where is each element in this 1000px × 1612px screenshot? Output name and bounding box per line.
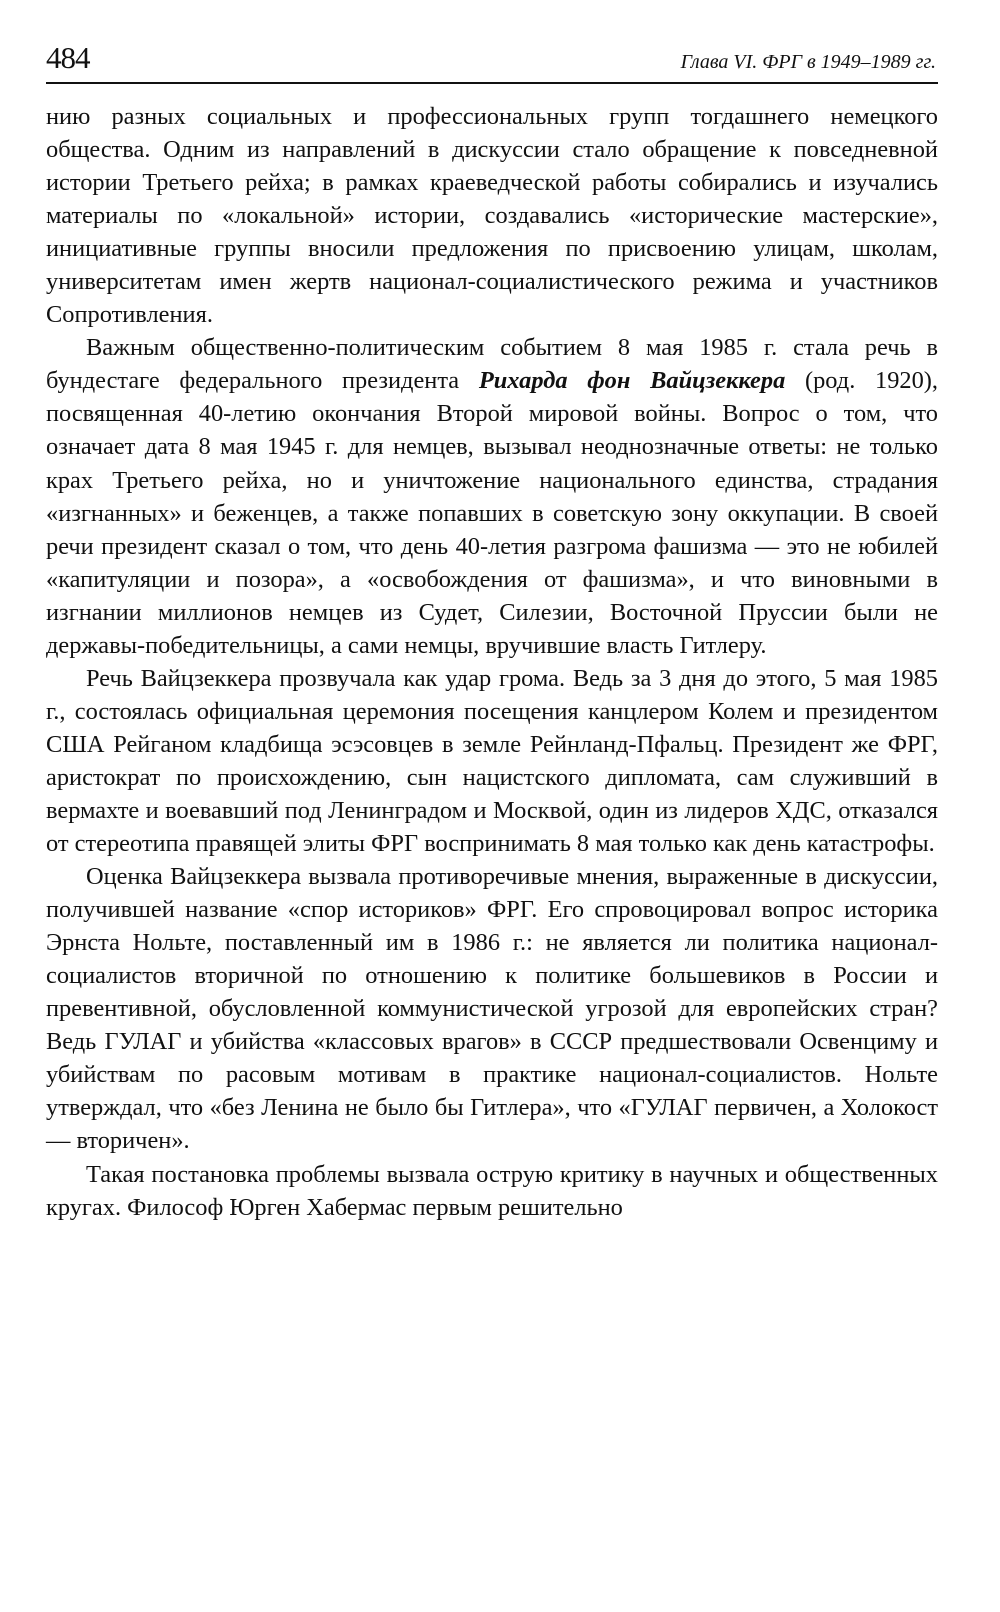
body-text: [46, 100, 938, 1224]
paragraph-2-start: Важным общественно-политическим событием 8 мая 1985 г. стала речь в бундестаге федерального президента: [46, 334, 938, 395]
book-page: [46, 40, 938, 1224]
paragraph-1: нию разных социальных и профессиональных групп тогдашнего немецкого общества. Одним из направлений в дискуссии стало обращение к повседневной истории Третьего рейха; в рамках краеведческой работы собирались и изучались материалы по «локальной» истории, создавались «исторические мастерские», инициативные группы вносили предложения по присвоению улицам, школам, университетам имен жертв национал-социалистического режима и участников Сопротивления.: [46, 103, 938, 329]
president-name: Рихарда фон Вайцзеккера: [478, 367, 786, 395]
paragraph-4: Оценка Вайцзеккера вызвала противоречивые мнения, выраженные в дискуссии, получившей название «спор историков» ФРГ. Его спровоцировал вопрос историка Эрнста Нольте, поставленный им в 1986 г.: не является ли политика национал-социалистов вторичной по отношению к политике большевиков в России и превентивной, обусловленной коммунистической угрозой для европейских стран? Ведь ГУЛАГ и убийства «классовых врагов» в СССР предшествовали Освенциму и убийствам по расовым мотивам в практике национал-социалистов. Нольте утверждал, что «без Ленина не было бы Гитлера», что «ГУЛАГ первичен, а Холокост — вторичен».: [46, 863, 938, 1155]
paragraph-2-end: (род. 1920), посвященная 40-летию окончания Второй мировой войны. Вопрос о том, что означает дата 8 мая 1945 г. для немцев, вызывал неоднозначные ответы: не только крах Третьего рейха, но и уничтожение национального единства, страдания «изгнанных» и беженцев, а также попавших в советскую зону оккупации. В своей речи президент сказал о том, что день 40-летия разгрома фашизма — это не юбилей «капитуляции и позора», а «освобождения от фашизма», и что виновными в изгнании миллионов немцев из Судет, Силезии, Восточной Пруссии были не державы-победительницы, а сами немцы, вручившие власть Гитлеру.: [46, 367, 938, 659]
paragraph-2: [46, 331, 938, 661]
paragraph-3: Речь Вайцзеккера прозвучала как удар грома. Ведь за 3 дня до этого, 5 мая 1985 г., состоялась официальная церемония посещения канцлером Колем и президентом США Рейганом кладбища эсэсовцев в земле Рейнланд-Пфальц. Президент же ФРГ, аристократ по происхождению, сын нацистского дипломата, сам служивший в вермахте и воевавший под Ленинградом и Москвой, один из лидеров ХДС, отказался от стереотипа правящей элиты ФРГ воспринимать 8 мая только как день катастрофы.: [46, 664, 938, 858]
running-header: [46, 40, 938, 84]
page-number: 484: [46, 40, 90, 75]
chapter-title: Глава VI. ФРГ в 1949–1989 гг.: [680, 51, 936, 73]
paragraph-5: Такая постановка проблемы вызвала острую критику в научных и общественных кругах. Философ Юрген Хабермас первым решительно: [46, 1160, 938, 1221]
